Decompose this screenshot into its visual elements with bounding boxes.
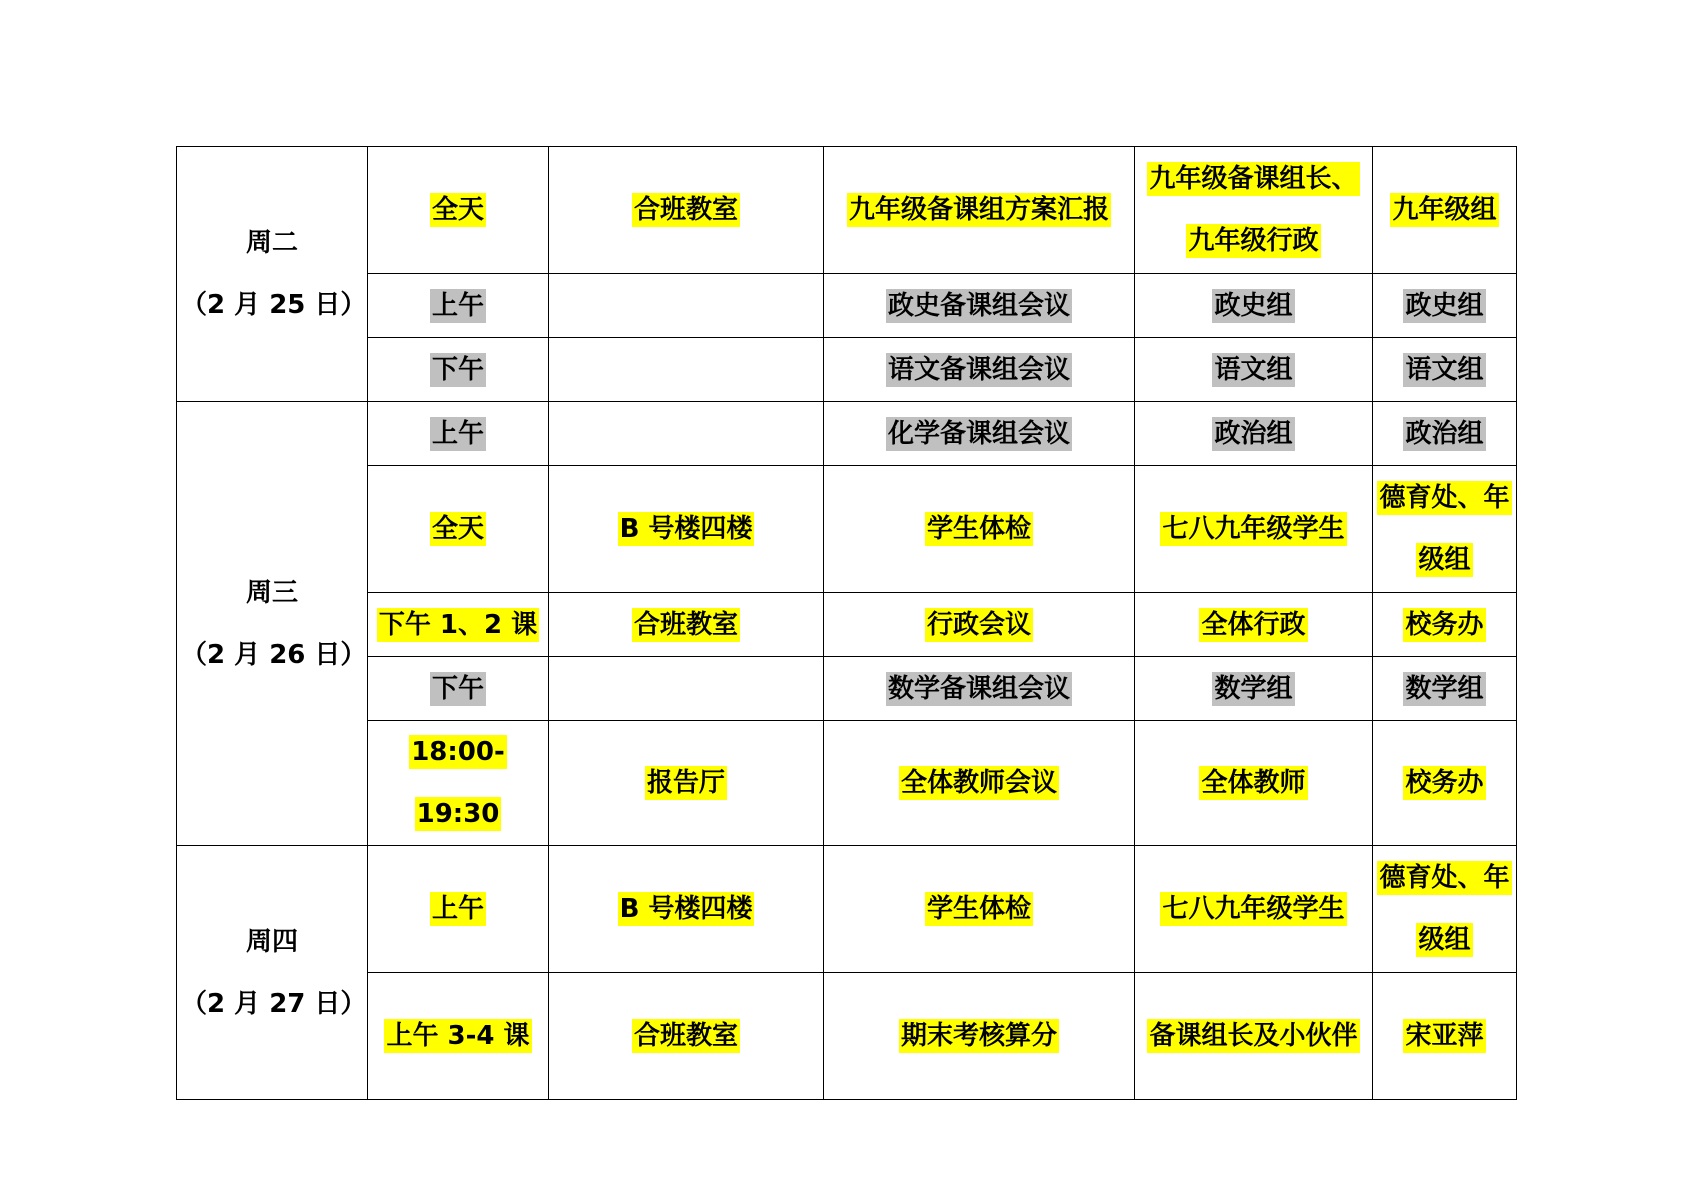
attendees-text: 全体教师 — [1201, 768, 1306, 798]
organizer-cell — [1373, 721, 1517, 846]
organizer-text: 德育处、年级组 — [1379, 863, 1510, 955]
attendees-cell — [1135, 466, 1373, 593]
day-cell — [177, 846, 368, 1100]
organizer-text: 数学组 — [1405, 673, 1484, 704]
attendees-text: 语文组 — [1214, 354, 1293, 385]
event-text: 全体教师会议 — [900, 768, 1057, 798]
time-cell — [368, 147, 549, 274]
organizer-text: 语文组 — [1405, 354, 1484, 385]
time-cell — [368, 593, 549, 657]
time-text: 全天 — [431, 514, 484, 544]
time-text: 上午 — [431, 894, 484, 924]
day-name: 周四 — [245, 926, 298, 957]
place-cell — [549, 338, 824, 402]
place-cell — [549, 973, 824, 1100]
event-text: 数学备课组会议 — [887, 673, 1070, 704]
event-text: 语文备课组会议 — [887, 354, 1070, 385]
organizer-text: 校务办 — [1405, 609, 1484, 640]
time-text: 全天 — [431, 195, 484, 225]
place-cell — [549, 402, 824, 466]
time-text: 下午 1、2 课 — [378, 609, 538, 640]
event-cell — [824, 721, 1135, 846]
attendees-text: 备课组长及小伙伴 — [1149, 1021, 1358, 1051]
organizer-cell — [1373, 402, 1517, 466]
day-date: （2 月 26 日） — [181, 639, 367, 670]
organizer-cell — [1373, 657, 1517, 721]
event-cell — [824, 402, 1135, 466]
attendees-cell — [1135, 846, 1373, 973]
event-cell — [824, 657, 1135, 721]
organizer-text: 宋亚萍 — [1405, 1021, 1484, 1051]
event-text: 期末考核算分 — [900, 1021, 1057, 1051]
time-cell — [368, 846, 549, 973]
schedule-table — [176, 146, 1517, 1100]
attendees-text: 七八九年级学生 — [1162, 514, 1345, 544]
place-cell — [549, 274, 824, 338]
time-cell — [368, 721, 549, 846]
time-text: 上午 — [431, 290, 484, 321]
attendees-text: 政史组 — [1214, 290, 1293, 321]
event-text: 九年级备课组方案汇报 — [848, 195, 1109, 225]
attendees-text: 数学组 — [1214, 673, 1293, 704]
time-cell — [368, 466, 549, 593]
organizer-text: 德育处、年级组 — [1379, 483, 1510, 575]
organizer-cell — [1373, 147, 1517, 274]
place-cell — [549, 147, 824, 274]
organizer-text: 九年级组 — [1392, 195, 1497, 225]
event-cell — [824, 846, 1135, 973]
event-cell — [824, 973, 1135, 1100]
organizer-text: 政治组 — [1405, 418, 1484, 449]
time-cell — [368, 657, 549, 721]
time-cell — [368, 973, 549, 1100]
place-text: 合班教室 — [633, 609, 738, 640]
place-text: B 号楼四楼 — [619, 514, 753, 544]
place-text: 合班教室 — [633, 195, 738, 225]
attendees-cell — [1135, 147, 1373, 274]
organizer-cell — [1373, 466, 1517, 593]
day-date: （2 月 25 日） — [181, 290, 367, 320]
day-name: 周二 — [245, 228, 298, 258]
place-cell — [549, 846, 824, 973]
organizer-cell — [1373, 274, 1517, 338]
day-name: 周三 — [245, 577, 298, 608]
time-text: 上午 — [431, 418, 484, 449]
event-cell — [824, 147, 1135, 274]
event-text: 化学备课组会议 — [887, 418, 1070, 449]
day-cell — [177, 402, 368, 846]
organizer-text: 校务办 — [1405, 768, 1484, 798]
event-text: 学生体检 — [926, 514, 1031, 544]
time-cell — [368, 338, 549, 402]
time-cell — [368, 274, 549, 338]
day-cell — [177, 147, 368, 402]
place-cell — [549, 721, 824, 846]
attendees-cell — [1135, 657, 1373, 721]
time-text: 下午 — [431, 673, 484, 704]
event-text: 学生体检 — [926, 894, 1031, 924]
time-text: 下午 — [431, 354, 484, 385]
place-text: 合班教室 — [633, 1021, 738, 1051]
event-cell — [824, 338, 1135, 402]
place-cell — [549, 657, 824, 721]
organizer-cell — [1373, 593, 1517, 657]
time-text: 18:00-19:30 — [411, 737, 505, 829]
attendees-text: 政治组 — [1214, 418, 1293, 449]
attendees-cell — [1135, 338, 1373, 402]
time-cell — [368, 402, 549, 466]
place-text: 报告厅 — [646, 768, 725, 798]
place-cell — [549, 593, 824, 657]
time-text: 上午 3-4 课 — [386, 1021, 530, 1051]
event-text: 政史备课组会议 — [887, 290, 1070, 321]
organizer-cell — [1373, 846, 1517, 973]
event-cell — [824, 274, 1135, 338]
organizer-text: 政史组 — [1405, 290, 1484, 321]
event-cell — [824, 593, 1135, 657]
attendees-cell — [1135, 274, 1373, 338]
organizer-cell — [1373, 338, 1517, 402]
attendees-cell — [1135, 402, 1373, 466]
organizer-cell — [1373, 973, 1517, 1100]
place-cell — [549, 466, 824, 593]
attendees-cell — [1135, 721, 1373, 846]
event-cell — [824, 466, 1135, 593]
attendees-text: 七八九年级学生 — [1162, 894, 1345, 924]
attendees-text: 全体行政 — [1201, 609, 1306, 640]
attendees-text: 九年级备课组长、九年级行政 — [1149, 164, 1358, 256]
place-text: B 号楼四楼 — [619, 894, 753, 924]
day-date: （2 月 27 日） — [181, 988, 367, 1019]
event-text: 行政会议 — [926, 609, 1031, 640]
attendees-cell — [1135, 593, 1373, 657]
attendees-cell — [1135, 973, 1373, 1100]
